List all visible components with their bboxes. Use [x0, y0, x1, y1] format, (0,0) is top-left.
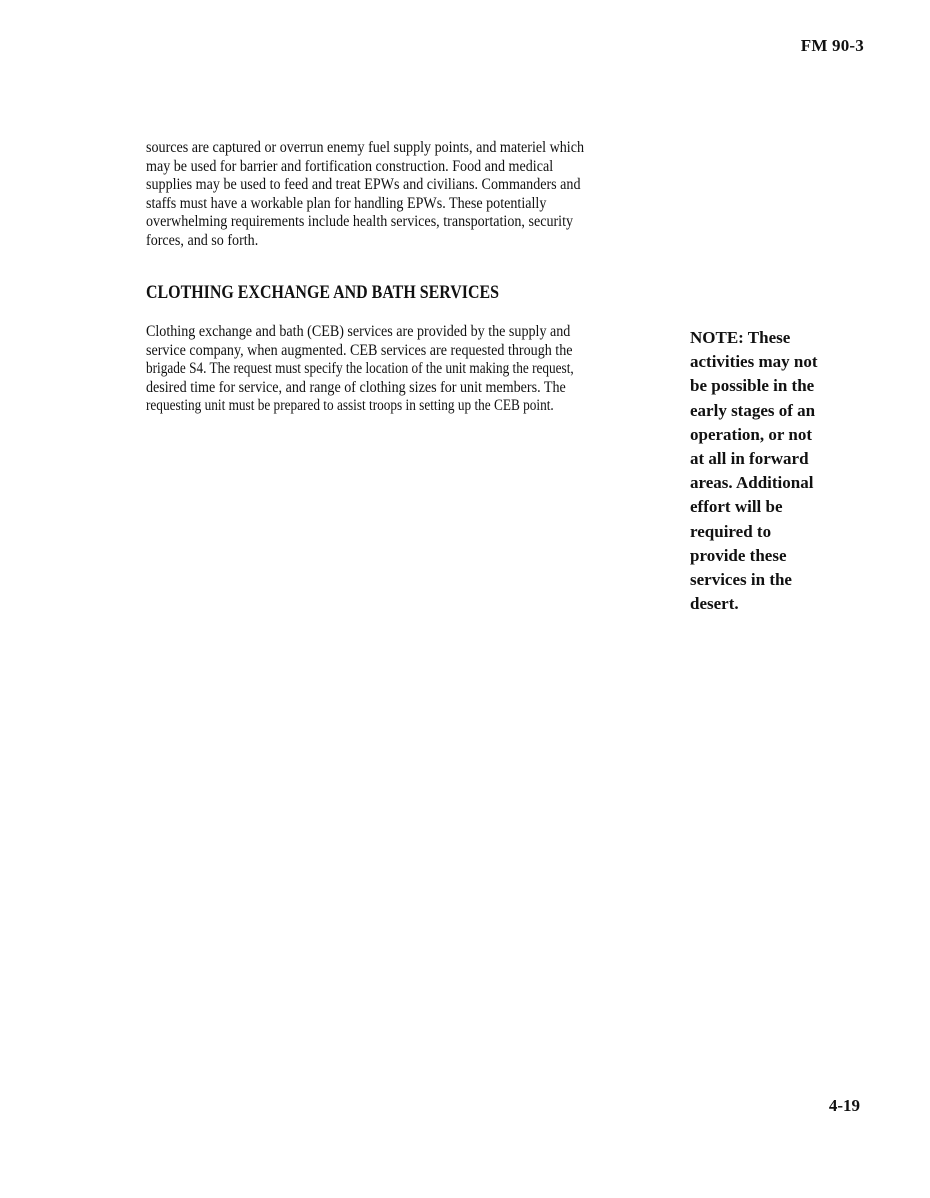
paragraph-line: staffs must have a workable plan for handling EPWs. These potentially	[146, 193, 547, 212]
note-line: services in the	[690, 570, 792, 590]
note-line: required to	[690, 521, 772, 541]
note-line: effort will be	[690, 497, 783, 517]
paragraph-line: brigade S4. The request must specify the location of the unit making the request,	[146, 359, 574, 378]
page-number: 4-19	[828, 1096, 860, 1115]
note-line: areas. Additional	[690, 473, 814, 493]
intro-paragraph	[146, 138, 646, 250]
note-line: provide these	[690, 545, 787, 565]
paragraph-line: service company, when augmented. CEB services are requested through the	[146, 340, 573, 359]
paragraph-line: forces, and so forth.	[146, 230, 259, 249]
paragraph-line: sources are captured or overrun enemy fuel supply points, and materiel which	[146, 138, 585, 156]
paragraph-line: supplies may be used to feed and treat EPWs and civilians. Commanders and	[146, 175, 581, 194]
sidebar-note	[690, 326, 890, 616]
note-line: at all in forward	[690, 449, 809, 469]
manual-code: FM 90-3	[800, 36, 864, 55]
paragraph-line: overwhelming requirements include health services, transportation, security	[146, 212, 574, 231]
paragraph-line: Clothing exchange and bath (CEB) services are provided by the supply and	[146, 322, 571, 340]
note-line: desert.	[690, 594, 739, 614]
note-line: be possible in the	[690, 376, 815, 396]
note-line: operation, or not	[690, 424, 812, 444]
paragraph-line: may be used for barrier and fortification construction. Food and medical	[146, 156, 554, 175]
paragraph-line: requesting unit must be prepared to assist troops in setting up the CEB point.	[146, 396, 554, 415]
note-line: early stages of an	[690, 400, 816, 420]
paragraph-line: desired time for service, and range of clothing sizes for unit members. The	[146, 377, 566, 396]
ceb-paragraph	[146, 322, 656, 415]
section-heading: CLOTHING EXCHANGE AND BATH SERVICES	[146, 282, 499, 303]
note-line: activities may not	[690, 352, 818, 372]
note-line: NOTE: These	[690, 328, 791, 347]
